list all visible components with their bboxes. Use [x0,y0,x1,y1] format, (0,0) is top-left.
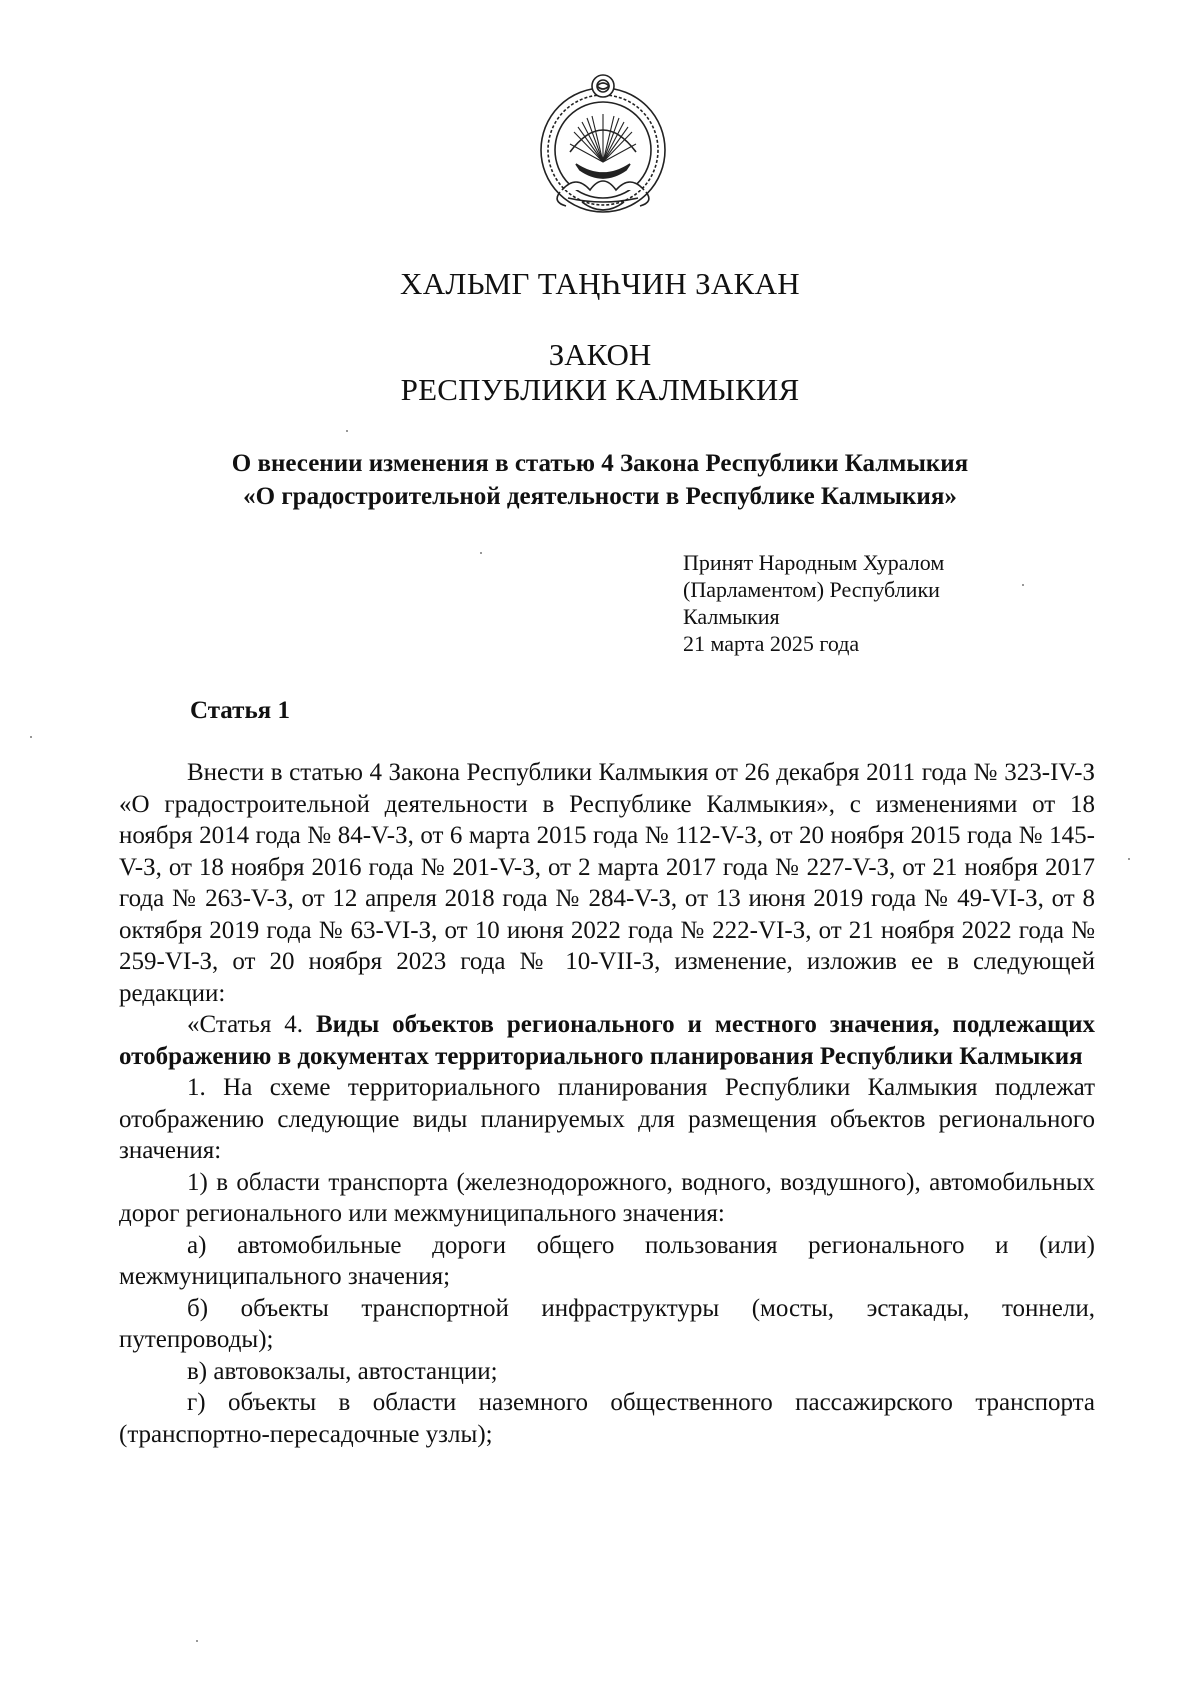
quoted-article-name: Виды объектов регионального и местного значения, подлежащих отображению в документах территориального планирования Республики Калмыкия [119,1011,1095,1070]
coat-of-arms-icon [532,70,674,226]
paragraph-v: в) автовокзалы, автостанции; [187,1357,498,1385]
adoption-note [683,549,944,657]
paragraph-1: 1. На схеме территориального планирования Республики Калмыкия подлежат отображению следующие виды планируемых для размещения объектов регионального значения: [119,1074,1095,1164]
article-body [119,757,1095,1450]
adoption-line-2: (Парламентом) Республики [683,577,940,602]
title-law: ЗАКОН [548,337,652,372]
title-republic: РЕСПУБЛИКИ КАЛМЫКИЯ [400,372,800,407]
scan-speck [196,1640,198,1642]
paragraph-1-1: 1) в области транспорта (железнодорожного, водного, воздушного), автомобильных дорог регионального или межмуниципального значения: [119,1168,1095,1227]
article-intro: Внести в статью 4 Закона Республики Калмыкия от 26 декабря 2011 года № 323-IV-З «О градостроительной деятельности в Республике Калмыкия», с изменениями от 18 ноября 2014 года № 84-V-З, от 6 марта 2015 года № 112-V-З, от 20 ноября 2015 года № 145-V-З, от 18 ноября 2016 года № 201-V-З, от 2 марта 2017 года № 227-V-З, от 21 ноября 2017 года № 263-V-З, от 12 апреля 2018 года № 284-V-З, от 13 июня 2019 года № 49-VI-З, от 8 октября 2019 года № 63-VI-З, от 10 июня 2022 года № 222-VI-З, от 21 ноября 2022 года № 259-VI-З, от 20 ноября 2023 года № 10-VII-З, изменение, изложив ее в следующей редакции: [119,759,1095,1007]
quoted-article-title [119,1009,1095,1072]
adoption-line-3: Калмыкия [683,604,780,629]
subtitle-line-2: «О градостроительной деятельности в Республике Калмыкия» [243,483,957,510]
scan-speck [346,430,348,432]
scan-speck [1128,858,1130,860]
title-kalmyk: ХАЛЬМГ ТАҢҺЧИН ЗАКАН [400,266,800,301]
article-heading: Статья 1 [190,697,290,724]
law-subtitle [0,447,1200,513]
paragraph-g: г) объекты в области наземного общественного пассажирского транспорта (транспортно-пересадочные узлы); [119,1389,1095,1448]
scan-speck [480,552,482,554]
scan-speck [1022,584,1024,586]
quoted-article-prefix: «Статья 4. [187,1011,304,1038]
adoption-line-1: Принят Народным Хуралом [683,550,945,575]
subtitle-line-1: О внесении изменения в статью 4 Закона Республики Калмыкия [231,450,969,477]
paragraph-b: б) объекты транспортной инфраструктуры (мосты, эстакады, тоннели, путепроводы); [119,1294,1095,1353]
scan-speck [30,736,32,738]
paragraph-a: а) автомобильные дороги общего пользования регионального и (или) межмуниципального значения; [119,1231,1095,1290]
adoption-date: 21 марта 2025 года [683,631,860,656]
